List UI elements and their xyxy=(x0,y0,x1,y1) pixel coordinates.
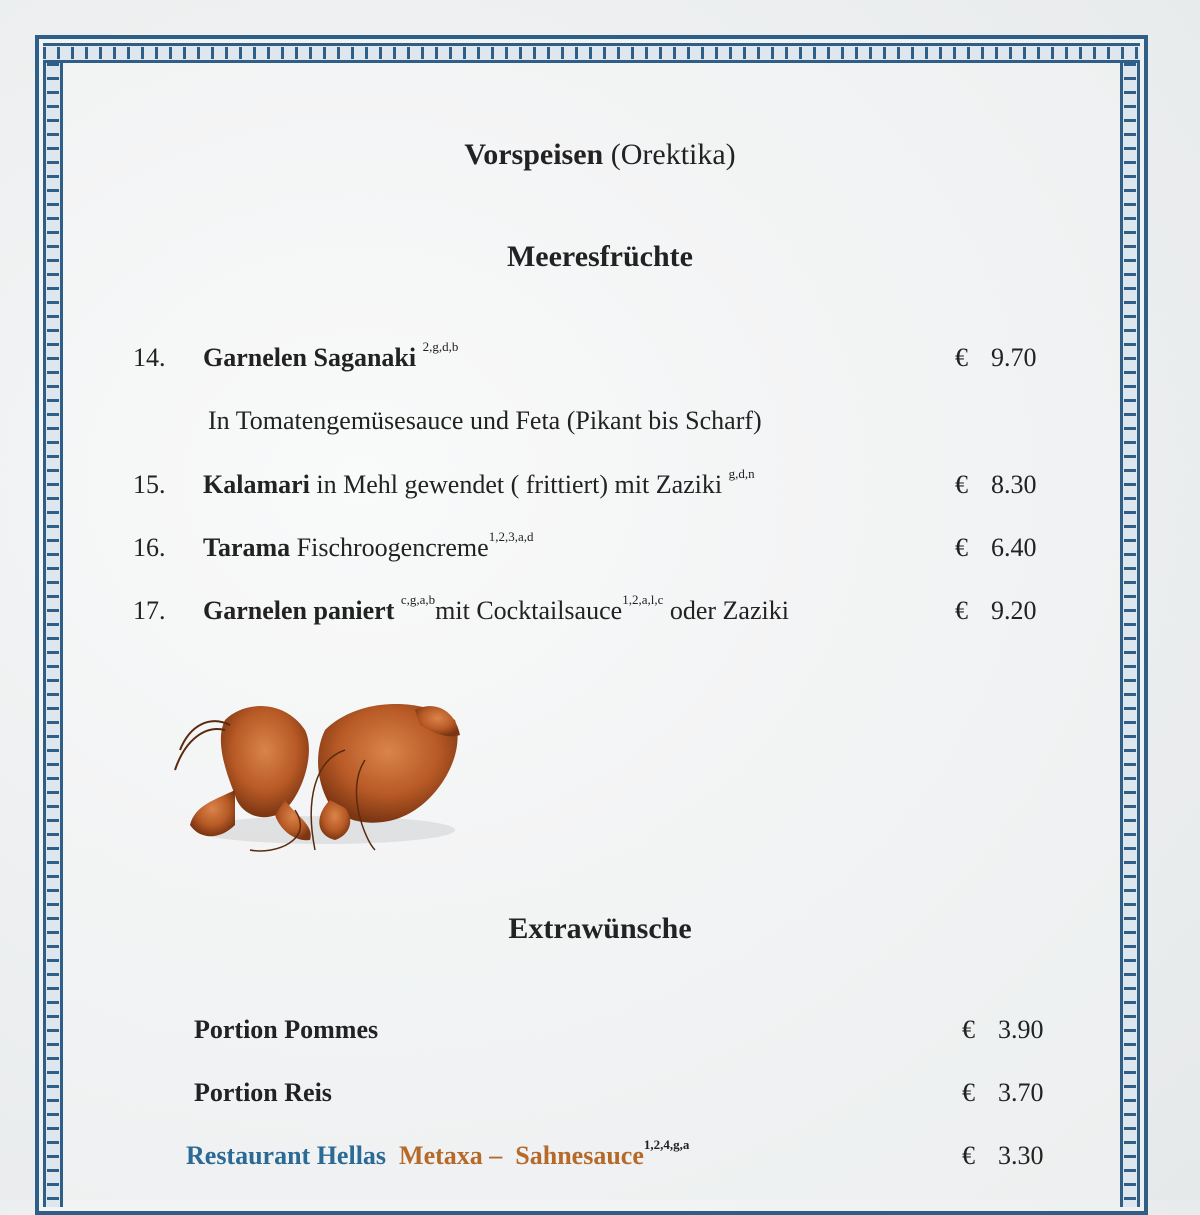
sauce-name: Sahnesauce xyxy=(515,1141,644,1170)
menu-item-14-description: In Tomatengemüsesauce und Feta (Pikant bis Scharf) xyxy=(208,406,762,435)
extra-item-name: Portion Pommes xyxy=(194,1015,379,1044)
extra-item-pommes xyxy=(0,1015,1200,1055)
menu-item-16 xyxy=(0,529,1200,573)
item-price: € 6.40 xyxy=(955,533,1037,562)
subtitle-text: (Orektika) xyxy=(610,138,736,171)
item-name: Kalamari in Mehl gewendet ( frittiert) mit Zaziki $^{g,d,n}$ xyxy=(203,466,755,499)
extra-item-reis xyxy=(0,1078,1200,1118)
extra-item-price: € 3.30 xyxy=(962,1141,1044,1170)
item-number: 16. xyxy=(133,533,166,562)
extras-title: Extrawünsche xyxy=(508,912,692,945)
allergen-codes: c,g,a,b xyxy=(400,592,436,607)
extra-item-sauce xyxy=(0,1137,1192,1181)
item-price: € 8.30 xyxy=(955,470,1037,499)
allergen-codes: 1,2,3,a,d xyxy=(488,529,534,544)
item-price: € 9.70 xyxy=(955,343,1037,372)
restaurant-name: Restaurant Hellas xyxy=(186,1141,387,1170)
item-name: Garnelen paniert $^{c,g,a,b}$mit Cocktailsauce$^{1,2,a,l,c}$ oder Zaziki xyxy=(203,592,789,625)
sauce-brand: Metaxa – xyxy=(399,1141,503,1170)
item-name: Garnelen Saganaki $^{2,g,d,b}$ xyxy=(203,339,459,372)
section-title: Meeresfrüchte xyxy=(506,240,693,273)
extra-item-name: Portion Reis xyxy=(194,1078,332,1107)
allergen-codes: g,d,n xyxy=(728,466,755,481)
menu-item-15 xyxy=(0,466,1200,510)
item-number: 14. xyxy=(133,343,166,372)
item-name: Tarama Fischroogencreme$^{1,2,3,a,d}$ xyxy=(203,529,534,562)
allergen-codes: 1,2,a,l,c xyxy=(622,592,664,607)
title-text: Vorspeisen xyxy=(464,138,604,171)
menu-item-17 xyxy=(0,592,1200,636)
extra-item-name xyxy=(186,1137,690,1171)
page-title xyxy=(0,138,1200,172)
extra-item-price: € 3.90 xyxy=(962,1015,1044,1044)
crayfish-image xyxy=(165,690,475,860)
extra-item-price: € 3.70 xyxy=(962,1078,1044,1107)
item-price: € 9.20 xyxy=(955,596,1037,625)
item-number: 15. xyxy=(133,470,166,499)
allergen-codes: 1,2,4,g,a xyxy=(643,1137,690,1152)
item-number: 17. xyxy=(133,596,166,625)
allergen-codes: 2,g,d,b xyxy=(422,339,459,354)
menu-item-14 xyxy=(0,339,1200,383)
greek-key-border-top xyxy=(43,43,1140,63)
